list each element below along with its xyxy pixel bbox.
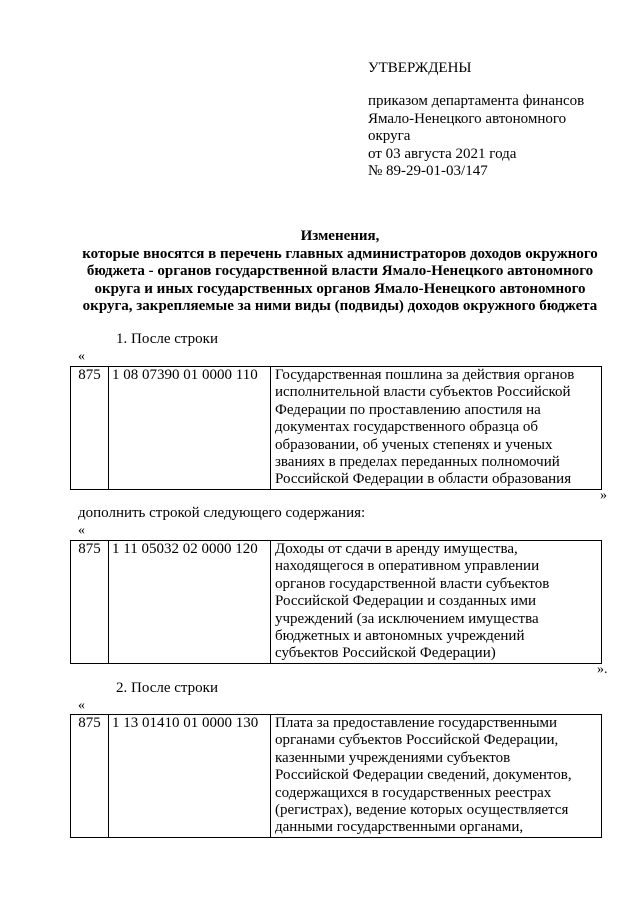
description-line: находящегося в оперативном управлении [275,558,540,575]
approval-date: от 03 августа 2021 года [368,145,517,162]
table-row [71,541,602,664]
approval-line: приказом департамента финансов [368,93,585,110]
budget-code-cell: 1 08 07390 01 0000 110 [109,367,271,490]
admin-code-cell: 875 [71,367,109,490]
table-row [71,715,602,838]
existing-row-table [70,714,602,838]
description-line: субъектов Российской Федерации) [275,645,496,662]
heading-line: округа и иных государственных органов Ямало-Ненецкого автономного [94,280,586,297]
description-line: содержащихся в государственных реестрах [275,784,552,801]
description-cell [271,715,602,838]
quote-open: « [78,349,85,364]
approval-line: округа [368,128,411,145]
existing-row-table [70,366,602,490]
quote-close: » [600,488,607,503]
admin-code-cell: 875 [71,541,109,664]
description-line: званиях в пределах переданных полномочий [275,454,560,471]
approval-title: УТВЕРЖДЕНЫ [368,60,472,76]
description-line: Российской Федерации сведений, документов, [275,767,572,784]
heading-line: которые вносятся в перечень главных администраторов доходов окружного [82,245,598,262]
heading-line: округа, закрепляемые за ними виды (подвиды) доходов окружного бюджета [82,298,598,314]
section-2-title: 2. После строки [116,680,218,696]
section-1-title: 1. После строки [116,331,218,347]
description-line: Плата за предоставление государственными [275,715,558,731]
approval-block [368,60,618,180]
description-cell [271,541,602,664]
description-line: Российской Федерации и созданных ими [275,593,537,610]
description-line: (регистрах), ведение которых осуществляется [275,802,569,819]
budget-code-cell: 1 13 01410 01 0000 130 [109,715,271,838]
description-line: учреждений (за исключением имущества [275,610,539,627]
new-row-table [70,540,602,664]
description-line: образовании, об ученых степенях и ученых [275,436,553,453]
heading-line: бюджета - органов государственной власти Ямало-Ненецкого автономного [86,263,594,279]
description-line: документах государственного образца об [275,419,539,436]
document-heading [60,228,620,316]
description-line: органами субъектов Российской Федерации, [275,732,559,749]
quote-close: ». [597,662,608,677]
description-line: Доходы от сдачи в аренду имущества, [275,541,518,557]
approval-line: Ямало-Ненецкого автономного [368,110,567,127]
budget-code-cell: 1 11 05032 02 0000 120 [109,541,271,664]
description-line: Федерации по проставлению апостиля на [275,401,541,418]
description-cell [271,367,602,490]
description-line: данными государственными органами, [275,819,524,836]
heading-title: Изменения, [300,228,380,244]
quote-open: « [78,698,85,713]
description-line: Российской Федерации в области образования [275,471,572,488]
supplement-text: дополнить строкой следующего содержания: [78,505,366,521]
description-line: казенными учреждениями субъектов [275,749,511,766]
description-line: Государственная пошлина за действия органов [275,367,575,383]
quote-open: « [78,523,85,538]
admin-code-cell: 875 [71,715,109,838]
description-line: бюджетных и автономных учреждений [275,628,525,645]
description-line: исполнительной власти субъектов Российской [275,384,571,401]
table-row [71,367,602,490]
approval-number: № 89-29-01-03/147 [368,163,488,180]
description-line: органов государственной власти субъектов [275,575,550,592]
